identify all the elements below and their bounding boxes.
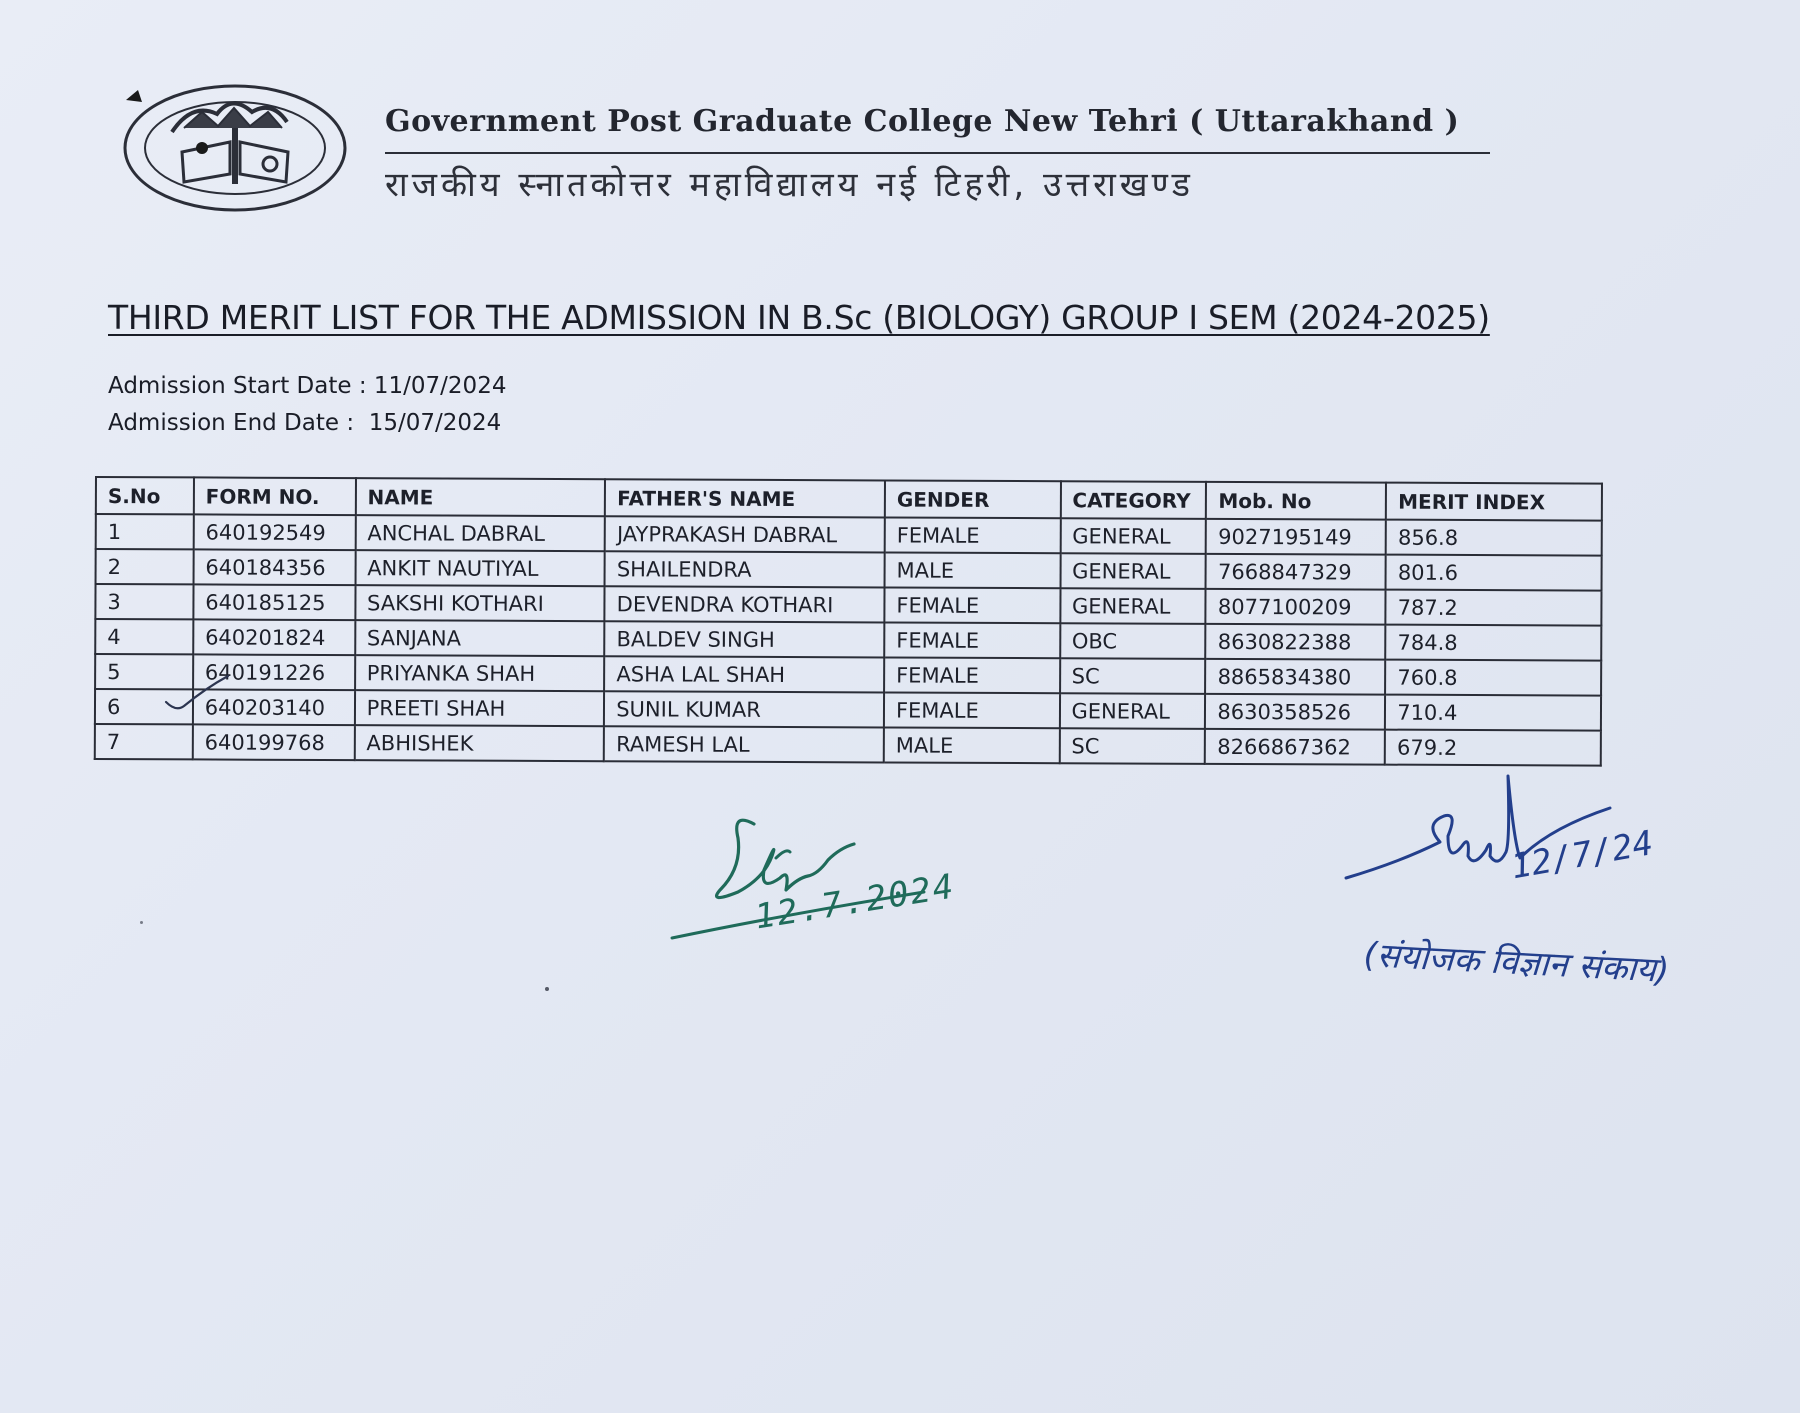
table-cell: SC: [1059, 728, 1205, 764]
table-cell: GENERAL: [1060, 553, 1206, 589]
table-cell: SAKSHI KOTHARI: [355, 585, 605, 621]
table-cell: 640199768: [193, 724, 355, 760]
table-cell: PRIYANKA SHAH: [355, 655, 605, 691]
admission-start-date: [108, 368, 506, 405]
start-date-value: 11/07/2024: [373, 373, 507, 399]
left-signature-date: 12.7.2024: [752, 866, 959, 938]
table-cell: ANCHAL DABRAL: [355, 515, 605, 551]
college-name-english: Government Post Graduate College New Tehri ( Uttarakhand ): [385, 104, 1460, 139]
end-date-value: 15/07/2024: [368, 410, 502, 436]
admission-dates: [108, 368, 506, 442]
table-cell: 787.2: [1386, 590, 1602, 626]
table-cell: 9027195149: [1206, 519, 1386, 555]
table-cell: 3: [95, 584, 193, 619]
tick-mark-icon: [162, 672, 232, 720]
table-cell: 1: [96, 514, 194, 549]
table-cell: FEMALE: [884, 657, 1060, 693]
table-cell: 640191226: [193, 654, 355, 690]
table-cell: 640203140: [193, 689, 355, 725]
table-cell: DEVENDRA KOTHARI: [605, 586, 885, 622]
column-header: NAME: [355, 478, 605, 516]
table-cell: ASHA LAL SHAH: [604, 656, 884, 692]
end-date-label: Admission End Date :: [108, 410, 369, 436]
merit-table: [94, 476, 1603, 767]
table-cell: 8077100209: [1206, 589, 1386, 625]
table-cell: PREETI SHAH: [355, 690, 605, 726]
table-cell: SHAILENDRA: [605, 551, 885, 587]
table-cell: 8865834380: [1206, 659, 1386, 695]
table-cell: 640185125: [193, 584, 355, 620]
table-row: [95, 724, 1601, 766]
college-emblem-icon: [122, 82, 348, 214]
table-cell: 8630358526: [1205, 694, 1385, 730]
college-name-hindi: राजकीय स्नातकोत्तर महाविद्यालय नई टिहरी, उत्तराखण्ड: [385, 165, 1194, 205]
column-header: CATEGORY: [1060, 481, 1206, 519]
table-cell: JAYPRAKASH DABRAL: [605, 516, 885, 552]
table-cell: 640201824: [193, 619, 355, 655]
table-cell: 679.2: [1385, 730, 1601, 766]
table-cell: GENERAL: [1060, 588, 1206, 624]
table-cell: 856.8: [1386, 520, 1602, 556]
column-header: GENDER: [885, 480, 1061, 518]
right-signature-date: 12/7/24: [1508, 823, 1657, 888]
column-header: S.No: [96, 477, 194, 514]
table-cell: RAMESH LAL: [604, 726, 884, 762]
table-cell: 784.8: [1385, 625, 1601, 661]
table-cell: 2: [96, 549, 194, 584]
table-cell: SUNIL KUMAR: [604, 691, 884, 727]
table-cell: MALE: [884, 727, 1060, 763]
table-cell: OBC: [1060, 623, 1206, 659]
table-cell: FEMALE: [884, 622, 1060, 658]
merit-list-title: THIRD MERIT LIST FOR THE ADMISSION IN B.Sc (BIOLOGY) GROUP I SEM (2024-2025): [108, 298, 1490, 337]
column-header: Mob. No: [1206, 482, 1386, 520]
table-cell: SC: [1060, 658, 1206, 694]
table-cell: 710.4: [1385, 695, 1601, 731]
admission-end-date: [108, 405, 506, 442]
table-cell: 5: [95, 654, 193, 689]
ink-dot: [545, 987, 549, 991]
ink-dot: [140, 921, 143, 924]
table-cell: ANKIT NAUTIYAL: [355, 550, 605, 586]
table-cell: 8266867362: [1205, 729, 1385, 765]
table-cell: FEMALE: [884, 692, 1060, 728]
table-cell: 7668847329: [1206, 554, 1386, 590]
table-cell: 640184356: [193, 549, 355, 585]
table-cell: 8630822388: [1206, 624, 1386, 660]
table-cell: BALDEV SINGH: [604, 621, 884, 657]
table-cell: FEMALE: [884, 587, 1060, 623]
table-cell: MALE: [885, 552, 1061, 588]
table-cell: GENERAL: [1060, 518, 1206, 554]
table-cell: 801.6: [1386, 555, 1602, 591]
table-cell: GENERAL: [1059, 693, 1205, 729]
table-cell: 4: [95, 619, 193, 654]
letterhead-divider: [385, 152, 1490, 154]
table-cell: 7: [95, 724, 193, 759]
column-header: FORM NO.: [194, 477, 356, 515]
table-cell: 760.8: [1385, 660, 1601, 696]
column-header: MERIT INDEX: [1386, 483, 1602, 521]
table-cell: ABHISHEK: [354, 725, 604, 761]
table-cell: 6: [95, 689, 193, 724]
table-cell: SANJANA: [355, 620, 605, 656]
table-cell: FEMALE: [885, 517, 1061, 553]
right-signature-note: (संयोजक विज्ञान संकाय): [1362, 934, 1671, 991]
table-cell: 640192549: [193, 514, 355, 550]
start-date-label: Admission Start Date :: [108, 373, 374, 399]
column-header: FATHER'S NAME: [605, 479, 885, 517]
